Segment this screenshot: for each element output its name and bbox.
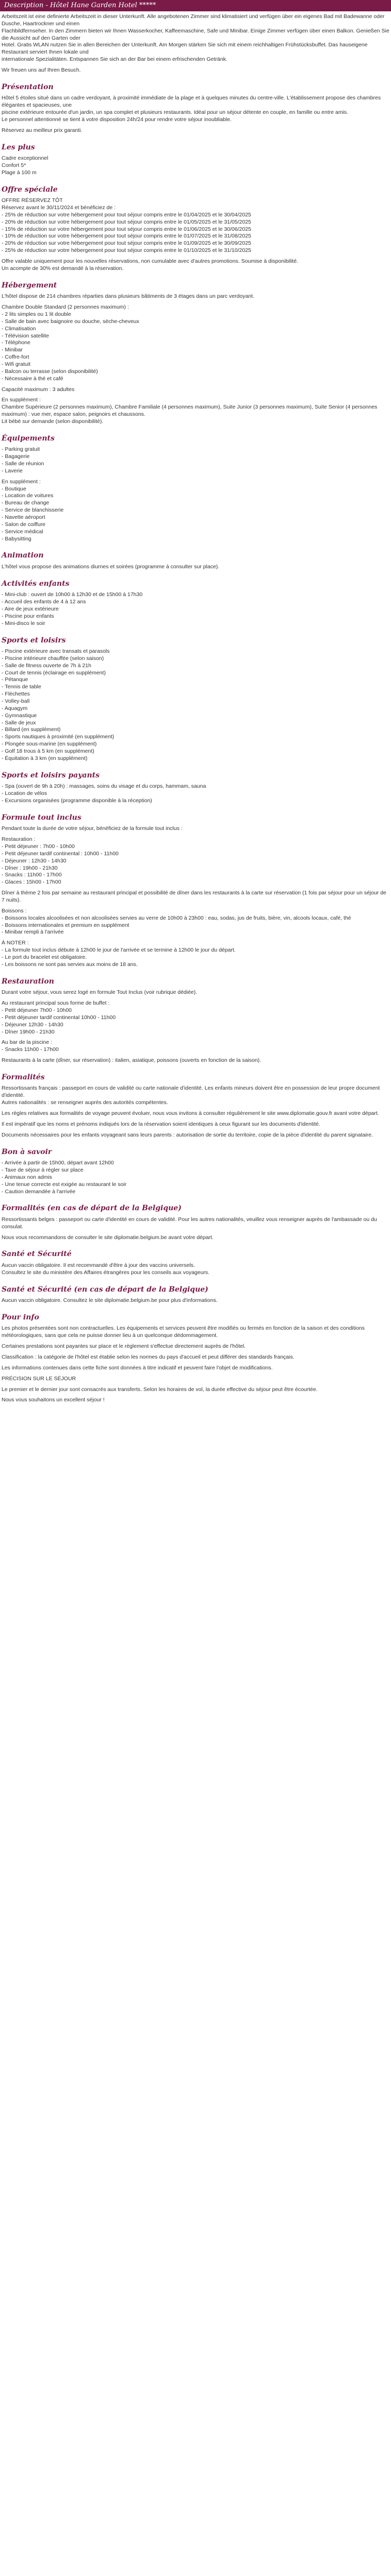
text-line: - Plongée sous-marine (en supplément) bbox=[2, 741, 97, 748]
text-line: - Gymnastique bbox=[2, 712, 37, 719]
text-line: - Salle de réunion bbox=[2, 461, 44, 467]
section-paragraph bbox=[2, 197, 389, 255]
text-line: Le personnel attentionné se tient à votre disposition 24h/24 pour rendre votre séjour inoubliable. bbox=[2, 116, 232, 123]
text-line: - Arrivée à partir de 15h00, départ avant 12h00 bbox=[2, 1160, 114, 1166]
text-line: - Boutique bbox=[2, 485, 26, 492]
section-title: Équipements bbox=[2, 434, 55, 443]
section-paragraph bbox=[2, 1000, 389, 1036]
text-line: - Piscine intérieure chauffée (selon saison) bbox=[2, 655, 104, 662]
section-paragraph bbox=[2, 825, 389, 833]
text-line: Lit bébé sur demande (selon disponibilité). bbox=[2, 418, 104, 425]
text-line: Nous vous souhaitons un excellent séjour ! bbox=[2, 1397, 105, 1403]
description-content bbox=[0, 11, 391, 1410]
section bbox=[2, 143, 389, 177]
text-line: - Nécessaire à thé et café bbox=[2, 375, 63, 382]
text-line: Documents nécessaires pour les enfants voyageant sans leurs parents : autorisation de sortie du territoire, copie de la pièce d'identité du parent signataire. bbox=[2, 1131, 373, 1138]
text-line: Réservez avant le 30/11/2024 et bénéficiez de : bbox=[2, 205, 116, 211]
text-line: - Télévision satellite bbox=[2, 332, 50, 339]
text-line: Le premier et le dernier jour sont consacrés aux transferts. Selon les horaires de vol, la durée effective du séjour peut être écourtée. bbox=[2, 1386, 318, 1393]
text-line: - Taxe de séjour à régler sur place bbox=[2, 1166, 84, 1173]
text-line: - Pétanque bbox=[2, 676, 28, 683]
text-line: - Spa (ouvert de 9h à 20h) : massages, soins du visage et du corps, hammam, sauna bbox=[2, 783, 206, 790]
text-line: En supplément : bbox=[2, 478, 41, 485]
section bbox=[2, 813, 389, 969]
text-line: - Snacks : 11h00 - 17h00 bbox=[2, 872, 62, 878]
text-line: - 2 lits simples ou 1 lit double bbox=[2, 311, 71, 317]
text-line: Il est impératif que les noms et prénoms indiqués lors de la réservation soient identiques à ceux figurant sur les documents d'identité. bbox=[2, 1121, 320, 1127]
text-line: - Les boissons ne sont pas servies aux moins de 18 ans. bbox=[2, 961, 138, 968]
section-paragraph bbox=[2, 1386, 389, 1394]
text-line: - Une tenue correcte est exigée au restaurant le soir bbox=[2, 1181, 127, 1188]
section-paragraph bbox=[2, 940, 389, 968]
text-line: - Navette aéroport bbox=[2, 514, 45, 521]
section-paragraph bbox=[2, 127, 389, 134]
text-line: - Piscine extérieure avec transats et parasols bbox=[2, 648, 110, 655]
text-line: - Caution demandée à l'arrivée bbox=[2, 1188, 76, 1195]
text-line: - Glaces : 15h00 - 17h00 bbox=[2, 879, 61, 886]
text-line: Chambre Double Standard (2 personnes maximum) : bbox=[2, 304, 129, 311]
section-title: Santé et Sécurité (en cas de départ de la Belgique) bbox=[2, 1285, 208, 1294]
text-line: - Climatisation bbox=[2, 325, 36, 332]
text-line: - Dîner : 19h00 - 21h30 bbox=[2, 865, 58, 871]
section-paragraph bbox=[2, 1057, 389, 1064]
intro-line: internationale Spezialitäten. Entspannen Sie sich an der Bar bei einem erfrischenden Getränk. bbox=[2, 56, 227, 63]
section bbox=[2, 82, 389, 134]
section-paragraph bbox=[2, 1376, 389, 1383]
section-paragraph bbox=[2, 95, 389, 123]
text-line: piscine extérieure entourée d'un jardin, un spa complet et plusieurs restaurants. Idéal pour un séjour détente en couple, en famille ou entre amis. bbox=[2, 109, 349, 116]
text-line: Boissons : bbox=[2, 907, 27, 914]
section-paragraph bbox=[2, 1039, 389, 1054]
text-line: Restaurants à la carte (dîner, sur réservation) : italien, asiatique, poissons (ouverts en fonction de la saison). bbox=[2, 1057, 262, 1064]
intro-text bbox=[2, 13, 389, 74]
section-title: Animation bbox=[2, 551, 44, 560]
text-line: - Location de vélos bbox=[2, 790, 47, 797]
section-title: Formalités (en cas de départ de la Belgique) bbox=[2, 1204, 182, 1213]
section-paragraph bbox=[2, 386, 389, 394]
text-line: Offre valable uniquement pour les nouvelles réservations, non cumulable avec d'autres promotions. Soumise à disponibilité. bbox=[2, 258, 298, 265]
text-line: Capacité maximum : 3 adultes bbox=[2, 386, 75, 393]
text-line: Aucun vaccin obligatoire. Il est recommandé d'être à jour des vaccins universels. bbox=[2, 1262, 195, 1268]
section bbox=[2, 977, 389, 1064]
text-line: Dîner à thème 2 fois par semaine au restaurant principal et possibilité de dîner dans les restaurants à la carte sur réservation (1 fois par séjour pour un séjour de 7 nuits). bbox=[2, 890, 386, 904]
text-line: - Excursions organisées (programme disponible à la réception) bbox=[2, 797, 152, 804]
text-line: Cadre exceptionnel bbox=[2, 155, 48, 162]
text-line: - Billard (en supplément) bbox=[2, 726, 61, 733]
text-line: Ressortissants belges : passeport ou carte d'identité en cours de validité. Pour les autres nationalités, veuillez vous renseigner auprès de l'ambassade ou du consulat. bbox=[2, 1216, 377, 1230]
intro-line: Flachbildfernseher. In den Zimmern bieten wir Ihnen Wasserkocher, Kaffeemaschine, Safe und Minibar. Einige Zimmer verfügen über einen Balkon. Genießen Sie die Aussicht auf den Garten oder bbox=[2, 27, 389, 41]
text-line: - 25% de réduction sur votre hébergement pour tout séjour compris entre le 01/04/2025 et le 30/04/2025 bbox=[2, 211, 251, 218]
text-line: - Parking gratuit bbox=[2, 446, 40, 453]
text-line: - Aquagym bbox=[2, 705, 28, 711]
text-line: - Déjeuner 12h30 - 14h30 bbox=[2, 1021, 63, 1028]
section bbox=[2, 434, 389, 543]
text-line: - 15% de réduction sur votre hébergement pour tout séjour compris entre le 01/06/2025 et le 30/06/2025 bbox=[2, 226, 251, 232]
section-paragraph bbox=[2, 479, 389, 543]
section bbox=[2, 771, 389, 805]
text-line: - 20% de réduction sur votre hébergement pour tout séjour compris entre le 01/09/2025 et le 30/09/2025 bbox=[2, 240, 251, 247]
text-line: Nous vous recommandons de consulter le site diplomatie.belgium.be avant votre départ. bbox=[2, 1234, 214, 1241]
text-line: - Déjeuner : 12h30 - 14h30 bbox=[2, 857, 67, 864]
text-line: Consultez le site du ministère des Affaires étrangères pour les conseils aux voyageurs. bbox=[2, 1269, 210, 1276]
section bbox=[2, 579, 389, 628]
text-line: - Piscine pour enfants bbox=[2, 613, 54, 619]
section-paragraph bbox=[2, 836, 389, 886]
text-line: - Service de blanchisserie bbox=[2, 507, 64, 514]
text-line: Réservez au meilleur prix garanti. bbox=[2, 127, 83, 133]
text-line: Au restaurant principal sous forme de buffet : bbox=[2, 1000, 110, 1007]
section-title: Hébergement bbox=[2, 281, 57, 290]
text-line: - Petit déjeuner 7h00 - 10h00 bbox=[2, 1007, 72, 1013]
section-title: Les plus bbox=[2, 143, 35, 151]
intro-line: Arbeitszeit ist eine definierte Arbeitszeit in dieser Unterkunft. Alle angebotenen Zimmer sind klimatisiert und verfügen über ein eigenes Bad mit Badewanne oder Dusche, Haartrockner und einen bbox=[2, 13, 385, 27]
text-line: Ressortissants français : passeport en cours de validité ou carte nationale d'identité. Les enfants mineurs doivent être en possession de leur propre document d'identité. bbox=[2, 1085, 380, 1099]
text-line: - Babysitting bbox=[2, 535, 31, 542]
text-line: - Boissons internationales et premium en supplément bbox=[2, 922, 129, 928]
text-line: Durant votre séjour, vous serez logé en formule Tout Inclus (voir rubrique dédiée). bbox=[2, 989, 198, 996]
section-title: Formule tout inclus bbox=[2, 813, 82, 822]
section-paragraph bbox=[2, 293, 389, 300]
section-paragraph bbox=[2, 1110, 389, 1117]
text-line: Hôtel 5 étoiles situé dans un cadre verdoyant, à proximité immédiate de la plage et à quelques minutes du centre-ville. L'établissement propose des chambres élégantes et spacieuses, une bbox=[2, 95, 381, 109]
text-line: - Mini-disco le soir bbox=[2, 620, 45, 626]
text-line: - Service médical bbox=[2, 528, 43, 535]
text-line: - Minibar rempli à l'arrivée bbox=[2, 929, 64, 936]
text-line: - 10% de réduction sur votre hébergement pour tout séjour compris entre le 01/07/2025 et le 31/08/2025 bbox=[2, 233, 251, 240]
section-paragraph bbox=[2, 591, 389, 627]
text-line: - Boissons locales alcoolisées et non alcoolisées servies au verre de 10h00 à 23h00 : eau, sodas, jus de fruits, bière, vin, alcools locaux, café, thé bbox=[2, 914, 351, 921]
section-paragraph bbox=[2, 1216, 389, 1231]
text-line: L'hôtel vous propose des animations diurnes et soirées (programme à consulter sur place). bbox=[2, 563, 220, 570]
text-line: Confort 5* bbox=[2, 162, 26, 168]
section bbox=[2, 281, 389, 426]
section-paragraph bbox=[2, 783, 389, 805]
section-paragraph bbox=[2, 1297, 389, 1304]
text-line: - Golf 18 trous à 5 km (en supplément) bbox=[2, 748, 94, 755]
text-line: - Téléphone bbox=[2, 340, 30, 346]
text-line: PRÉCISION SUR LE SÉJOUR bbox=[2, 1375, 76, 1382]
text-line: - Volley-ball bbox=[2, 698, 30, 705]
text-line: - Salle de jeux bbox=[2, 719, 36, 726]
section-paragraph bbox=[2, 155, 389, 177]
text-line: Les informations contenues dans cette fiche sont données à titre indicatif et peuvent faire l'objet de modifications. bbox=[2, 1364, 273, 1371]
text-line: - Minibar bbox=[2, 347, 23, 353]
text-line: OFFRE RÉSERVEZ TÔT bbox=[2, 197, 63, 204]
section-title: Bon à savoir bbox=[2, 1147, 52, 1156]
text-line: - Le port du bracelet est obligatoire. bbox=[2, 954, 87, 961]
section-paragraph bbox=[2, 1343, 389, 1350]
text-line: À NOTER : bbox=[2, 940, 29, 946]
text-line: Aucun vaccin obligatoire. Consultez le site diplomatie.belgium.be pour plus d'informations. bbox=[2, 1297, 218, 1304]
section-title: Présentation bbox=[2, 82, 54, 91]
section-title: Sports et loisirs bbox=[2, 636, 66, 645]
text-line: Autres nationalités : se renseigner auprès des autorités compétentes. bbox=[2, 1099, 168, 1106]
text-line: L'hôtel dispose de 214 chambres réparties dans plusieurs bâtiments de 3 étages dans un parc verdoyant. bbox=[2, 293, 254, 300]
text-line: - Sports nautiques à proximité (en supplément) bbox=[2, 734, 115, 740]
intro-line: Hotel. Gratis WLAN nutzen Sie in allen Bereichen der Unterkunft. Am Morgen stärken Sie sich mit einem reichhaltigen Frühstücksbuffet. Das hauseigene Restaurant serviert Ihnen lokale und bbox=[2, 42, 368, 56]
section-paragraph bbox=[2, 1234, 389, 1242]
section-title: Formalités bbox=[2, 1073, 45, 1081]
text-line: - Balcon ou terrasse (selon disponibilité) bbox=[2, 368, 98, 375]
text-line: - Accueil des enfants de 4 à 12 ans bbox=[2, 599, 86, 605]
text-line: Un acompte de 30% est demandé à la réservation. bbox=[2, 265, 124, 272]
section bbox=[2, 1073, 389, 1139]
text-line: - Tennis de table bbox=[2, 684, 41, 690]
text-line: Certaines prestations sont payantes sur place et le règlement s'effectue directement auprès de l'hôtel. bbox=[2, 1343, 246, 1350]
section-paragraph bbox=[2, 1121, 389, 1128]
section bbox=[2, 1204, 389, 1241]
text-line: Chambre Supérieure (2 personnes maximum), Chambre Familiale (4 personnes maximum), Suite Junior (3 personnes maximum), Suite Senior (4 personnes maximum) : vue mer, espace salon, peignoirs et chaussons. bbox=[2, 404, 378, 418]
text-line: - La formule tout inclus débute à 12h00 le jour de l'arrivée et se termine à 12h00 le jour du départ. bbox=[2, 947, 236, 954]
section bbox=[2, 551, 389, 570]
section bbox=[2, 1147, 389, 1196]
section-paragraph bbox=[2, 304, 389, 382]
section-title: Activités enfants bbox=[2, 579, 70, 588]
section-paragraph bbox=[2, 446, 389, 474]
section-paragraph bbox=[2, 1325, 389, 1340]
section-paragraph bbox=[2, 1397, 389, 1404]
section-paragraph bbox=[2, 1354, 389, 1361]
section bbox=[2, 1249, 389, 1276]
text-line: - 25% de réduction sur votre hébergement pour tout séjour compris entre le 01/10/2025 et le 31/10/2025 bbox=[2, 247, 251, 254]
section-title: Sports et loisirs payants bbox=[2, 771, 100, 779]
section-paragraph bbox=[2, 1160, 389, 1195]
banner-title: Description - Hôtel Hane Garden Hotel ***** bbox=[4, 2, 156, 9]
text-line: - Petit déjeuner tardif continental 10h00 - 11h00 bbox=[2, 1014, 116, 1021]
text-line: - Court de tennis (éclairage en supplément) bbox=[2, 669, 106, 676]
section-title: Restauration bbox=[2, 977, 54, 986]
text-line: - Coffre-fort bbox=[2, 354, 29, 361]
section-paragraph bbox=[2, 1085, 389, 1107]
text-line: - Snacks 11h00 - 17h00 bbox=[2, 1046, 59, 1053]
text-line: - 20% de réduction sur votre hébergement pour tout séjour compris entre le 01/05/2025 et le 31/05/2025 bbox=[2, 218, 251, 225]
text-line: - Salle de bain avec baignoire ou douche, sèche-cheveux bbox=[2, 318, 139, 325]
text-line: - Petit déjeuner tardif continental : 10h00 - 11h00 bbox=[2, 850, 119, 857]
intro-line: Wir freuen uns auf Ihren Besuch. bbox=[2, 67, 81, 74]
text-line: - Mini-club : ouvert de 10h00 à 12h30 et de 15h00 à 17h30 bbox=[2, 591, 143, 598]
text-line: - Bureau de change bbox=[2, 500, 50, 506]
text-line: Au bar de la piscine : bbox=[2, 1039, 53, 1046]
section-paragraph bbox=[2, 564, 389, 571]
text-line: - Fléchettes bbox=[2, 691, 30, 698]
section-paragraph bbox=[2, 1365, 389, 1372]
section-paragraph bbox=[2, 648, 389, 762]
section-title: Santé et Sécurité bbox=[2, 1250, 72, 1259]
text-line: - Salle de fitness ouverte de 7h à 21h bbox=[2, 662, 91, 669]
sections-container bbox=[2, 82, 389, 1404]
text-line: Pendant toute la durée de votre séjour, bénéficiez de la formule tout inclus : bbox=[2, 825, 183, 832]
section bbox=[2, 185, 389, 273]
section-paragraph bbox=[2, 890, 389, 904]
text-line: Plage à 100 m bbox=[2, 169, 37, 176]
text-line: Les photos présentées sont non contractuelles. Les équipements et services peuvent être modifiés ou fermés en fonction de la saison et des conditions météorologiques, sans que cela ne puisse donner lieu à un quelconque dédommagement. bbox=[2, 1325, 365, 1339]
text-line: - Bagagerie bbox=[2, 453, 30, 460]
text-line: - Aire de jeux extérieure bbox=[2, 605, 59, 612]
section-paragraph bbox=[2, 1132, 389, 1139]
text-line: Restauration : bbox=[2, 836, 36, 843]
text-line: - Animaux non admis bbox=[2, 1174, 53, 1180]
text-line: Classification : la catégorie de l'hôtel est établie selon les normes du pays d'accueil et peut différer des standards français. bbox=[2, 1353, 295, 1360]
section bbox=[2, 1313, 389, 1404]
text-line: - Équitation à 3 km (en supplément) bbox=[2, 755, 88, 761]
text-line: - Wifi gratuit bbox=[2, 361, 31, 367]
text-line: En supplément : bbox=[2, 397, 41, 403]
section-title: Pour info bbox=[2, 1313, 39, 1321]
section bbox=[2, 636, 389, 762]
section bbox=[2, 1285, 389, 1304]
section-paragraph bbox=[2, 258, 389, 273]
section-title: Offre spéciale bbox=[2, 185, 58, 194]
section-paragraph bbox=[2, 908, 389, 936]
page-banner bbox=[0, 0, 391, 11]
text-line: Les règles relatives aux formalités de voyage peuvent évoluer, nous vous invitons à consulter régulièrement le site www.diplomatie.gouv.fr avant votre départ. bbox=[2, 1110, 379, 1117]
text-line: - Salon de coiffure bbox=[2, 521, 46, 528]
section-paragraph bbox=[2, 397, 389, 425]
text-line: - Location de voitures bbox=[2, 493, 54, 499]
section-paragraph bbox=[2, 989, 389, 996]
section-paragraph bbox=[2, 1262, 389, 1277]
text-line: - Laverie bbox=[2, 467, 23, 474]
text-line: - Petit déjeuner : 7h00 - 10h00 bbox=[2, 843, 75, 850]
text-line: - Dîner 19h00 - 21h30 bbox=[2, 1028, 55, 1035]
